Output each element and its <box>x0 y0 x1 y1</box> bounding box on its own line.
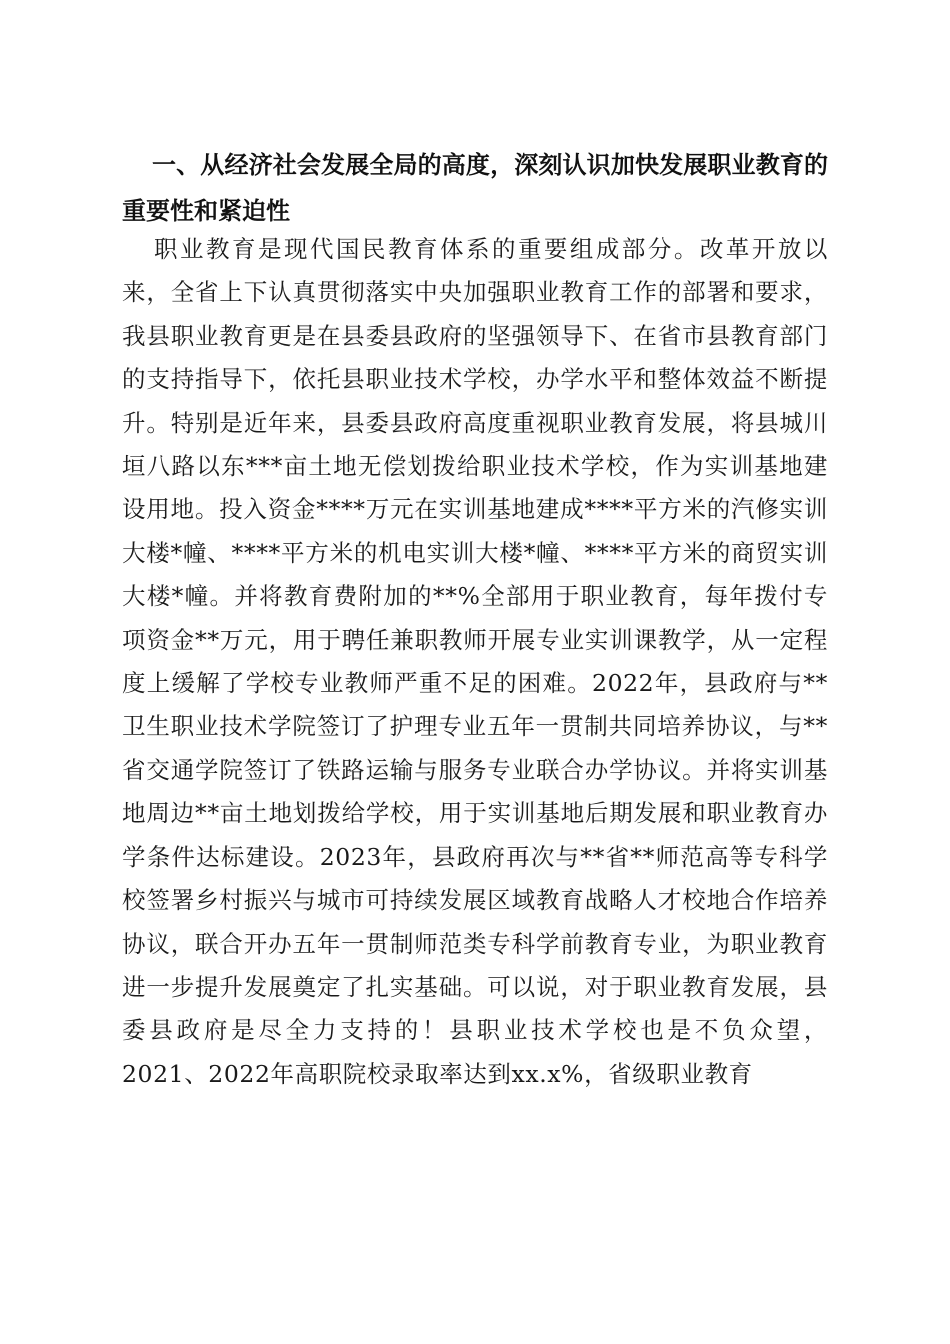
body-paragraph: 职业教育是现代国民教育体系的重要组成部分。改革开放以来，全省上下认真贯彻落实中央加强职业教育工作的部署和要求，我县职业教育更是在县委县政府的坚强领导下、在省市县教育部门的支持指导下，依托县职业技术学校，办学水平和整体效益不断提升。特别是近年来，县委县政府高度重视职业教育发展，将县城川垣八路以东***亩土地无偿划拨给职业技术学校，作为实训基地建设用地。投入资金****万元在实训基地建成****平方米的汽修实训大楼*幢、****平方米的机电实训大楼*幢、****平方米的商贸实训大楼*幢。并将教育费附加的**%全部用于职业教育，每年拨付专项资金**万元，用于聘任兼职教师开展专业实训课教学，从一定程度上缓解了学校专业教师严重不足的困难。2022年，县政府与**卫生职业技术学院签订了护理专业五年一贯制共同培养协议，与**省交通学院签订了铁路运输与服务专业联合办学协议。并将实训基地周边**亩土地划拨给学校，用于实训基地后期发展和职业教育办学条件达标建设。2023年，县政府再次与**省**师范高等专科学校签署乡村振兴与城市可持续发展区域教育战略人才校地合作培养协议，联合开办五年一贯制师范类专科学前教育专业，为职业教育进一步提升发展奠定了扎实基础。可以说，对于职业教育发展，县委县政府是尽全力支持的！县职业技术学校也是不负众望，2021、2022年高职院校录取率达到xx.x%，省级职业教育 <box>122 235 828 1088</box>
section-heading: 一、从经济社会发展全局的高度，深刻认识加快发展职业教育的重要性和紧迫性 <box>122 151 828 225</box>
